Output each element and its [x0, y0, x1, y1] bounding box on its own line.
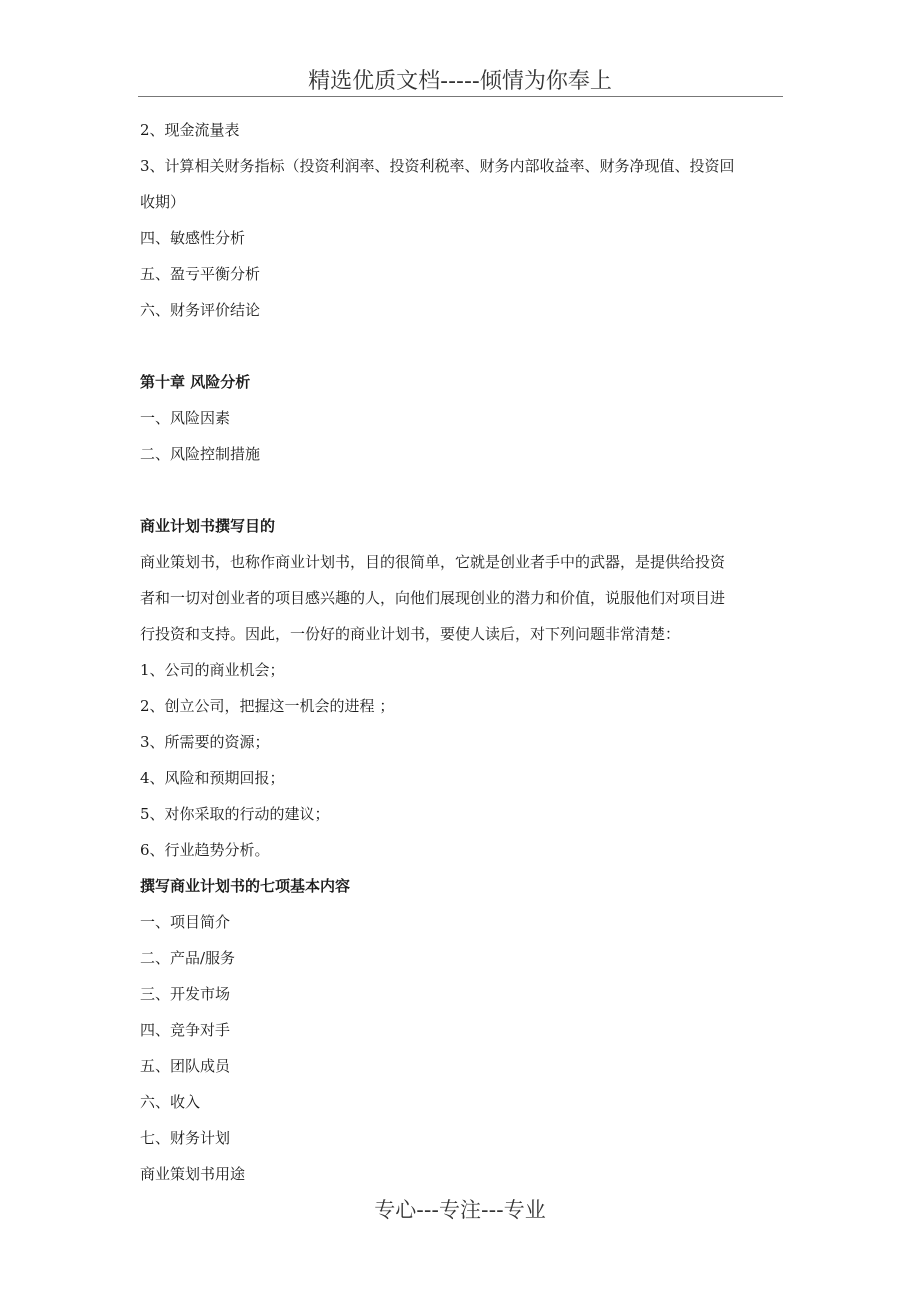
chapter10-item: 一、风险因素	[140, 409, 231, 427]
seven-contents-item: 七、财务计划	[140, 1129, 231, 1147]
purpose-item: 4、风险和预期回报；	[140, 769, 285, 787]
page-header-title: 精选优质文档-----倾情为你奉上	[308, 69, 612, 94]
purpose-item: 5、对你采取的行动的建议；	[140, 805, 330, 823]
purpose-paragraph-line: 行投资和支持。因此，一份好的商业计划书，要使人读后，对下列问题非常清楚：	[140, 625, 681, 643]
finance-item-cashflow: 2、现金流量表	[140, 121, 240, 139]
seven-contents-item: 三、开发市场	[140, 985, 231, 1003]
purpose-paragraph-line: 者和一切对创业者的项目感兴趣的人，向他们展现创业的潜力和价值，说服他们对项目进	[140, 589, 726, 607]
seven-contents-item: 四、竞争对手	[140, 1021, 231, 1039]
purpose-item: 1、公司的商业机会；	[140, 661, 285, 679]
chapter10-item: 二、风险控制措施	[140, 445, 261, 463]
seven-contents-item: 五、团队成员	[140, 1057, 231, 1075]
purpose-item: 3、所需要的资源；	[140, 733, 270, 751]
purpose-paragraph-line: 商业策划书，也称作商业计划书，目的很简单，它就是创业者手中的武器，是提供给投资	[140, 553, 726, 571]
finance-item-conclusion: 六、财务评价结论	[140, 301, 261, 319]
usage-heading: 商业策划书用途	[140, 1165, 246, 1183]
spacer	[140, 472, 785, 508]
seven-contents-item: 六、收入	[140, 1093, 201, 1111]
header-divider	[138, 96, 783, 97]
page-footer: 专心---专注---专业	[374, 1198, 546, 1222]
seven-contents-item: 一、项目简介	[140, 913, 231, 931]
finance-item-sensitivity: 四、敏感性分析	[140, 229, 246, 247]
seven-contents-heading: 撰写商业计划书的七项基本内容	[140, 877, 351, 895]
purpose-item: 6、行业趋势分析。	[140, 841, 270, 859]
purpose-item: 2、创立公司，把握这一机会的进程 ；	[140, 697, 395, 715]
finance-item-indicators: 3、计算相关财务指标（投资利润率、投资利税率、财务内部收益率、财务净现值、投资回	[140, 157, 735, 175]
spacer	[140, 328, 785, 364]
seven-contents-item: 二、产品/服务	[140, 949, 236, 967]
document-body	[140, 112, 785, 1192]
finance-item-indicators-cont: 收期）	[140, 193, 186, 211]
finance-item-breakeven: 五、盈亏平衡分析	[140, 265, 261, 283]
purpose-heading: 商业计划书撰写目的	[140, 517, 276, 535]
chapter10-heading: 第十章 风险分析	[140, 373, 251, 391]
